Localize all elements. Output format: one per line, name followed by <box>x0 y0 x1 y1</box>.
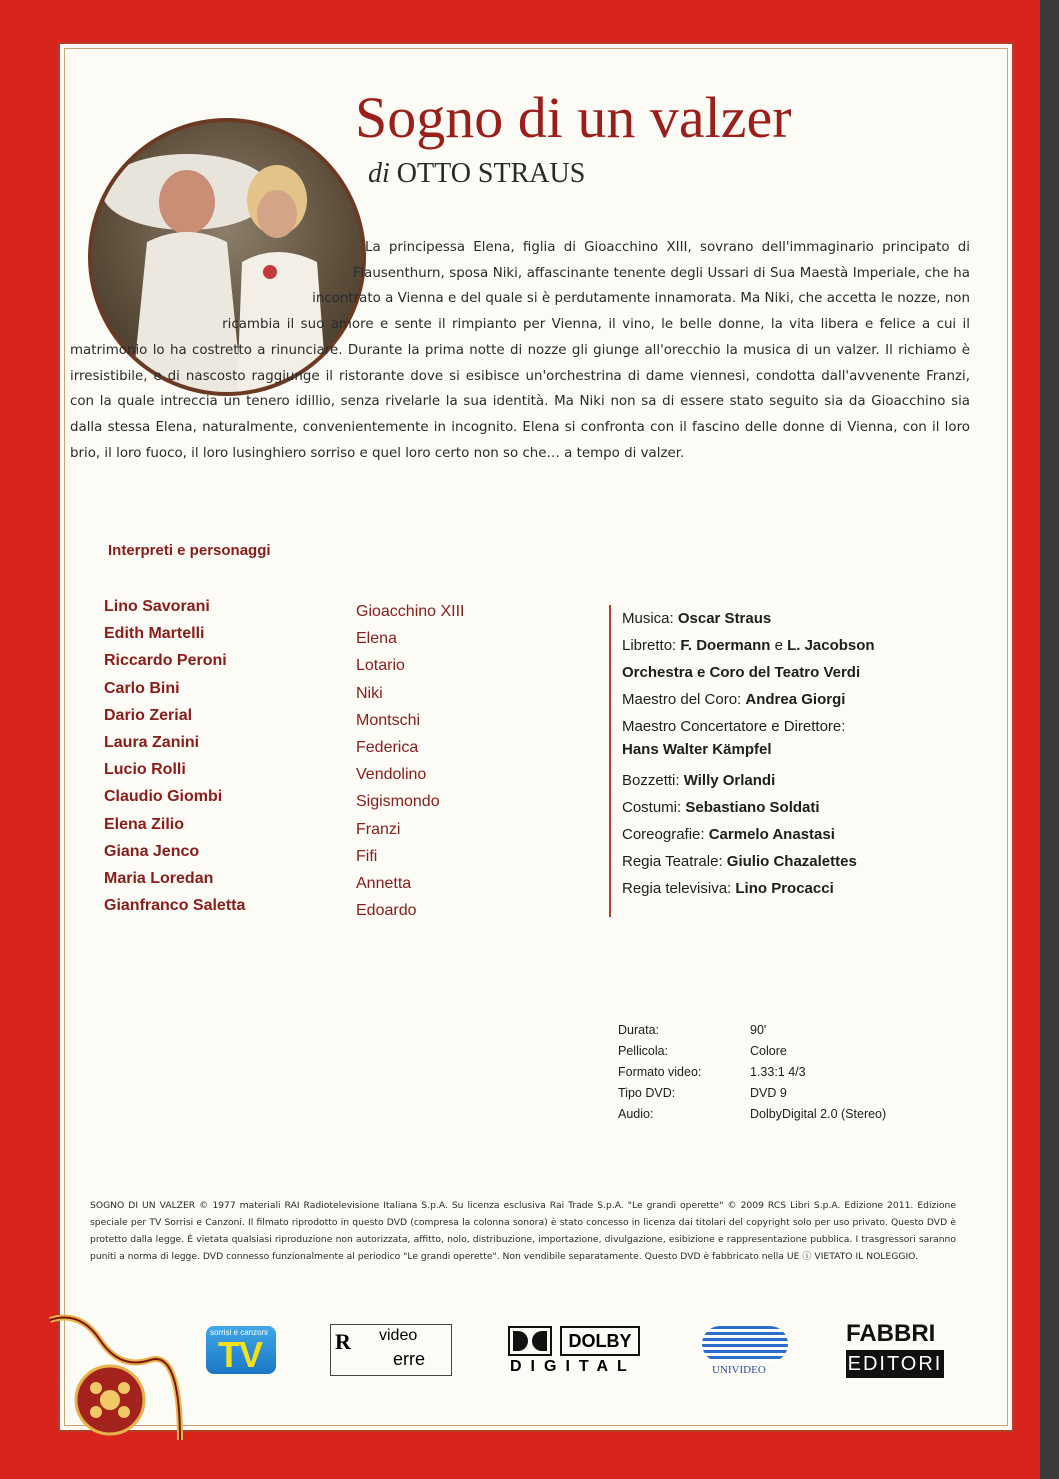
spec-label: Audio: <box>618 1107 654 1121</box>
spec-row <box>618 1020 886 1041</box>
credit-row <box>622 875 875 902</box>
role-name: Edoardo <box>356 902 417 920</box>
editori-text: EDITORI <box>846 1350 944 1378</box>
spec-label: Tipo DVD: <box>618 1086 676 1100</box>
role-name: Sigismondo <box>356 793 440 811</box>
videoerre-text-2: erre <box>393 1349 426 1369</box>
actor-name: Claudio Giombi <box>104 788 223 806</box>
credit-value: Sebastiano Soldati <box>685 799 820 816</box>
credit-value: F. Doermann <box>680 637 771 654</box>
actor-name: Giana Jenco <box>104 842 200 860</box>
spec-row <box>618 1104 886 1125</box>
fabbri-editori-logo <box>846 1320 946 1382</box>
credit-label: Libretto: <box>622 637 677 654</box>
credit-label: Bozzetti: <box>622 772 680 789</box>
dolby-digital-logo <box>504 1320 644 1382</box>
spec-label: Durata: <box>618 1023 659 1037</box>
credit-row <box>622 794 875 821</box>
credit-row <box>622 659 875 686</box>
credit-value: Giulio Chazalettes <box>726 853 857 870</box>
credit-joiner: e <box>774 637 783 654</box>
actor-name: Lucio Rolli <box>104 761 186 779</box>
credit-row <box>622 632 875 659</box>
credits-divider <box>609 605 611 917</box>
credit-label: Maestro del Coro: <box>622 691 742 708</box>
legal-notice: SOGNO DI UN VALZER © 1977 materiali RAI Radiotelevisione Italiana S.p.A. Su licenza esclusiva Rai Trade S.p.A. "Le grandi operette" © 2009 RCS Libri S.p.A. Edizione 2011. Edizione speciale per TV Sorrisi e Canzoni. Il filmato riprodotto in questo DVD (compresa la colonna sonora) è stato concesso in licenza dai titolari del copyright solo per uso privato. Questo DVD è protetto dalla legge. È vietata qualsiasi riproduzione non autorizzata, affitto, nolo, distribuzione, importazione, divulgazione, esibizione e rappresentazione pubblica. I trasgressori saranno puniti a norma di legge. DVD connesso funzionalmente al periodico "Le grandi operette". Non vendibile separatamente. Questo DVD è fabbricato nella UE ⓘ VIETATO IL NOLEGGIO. <box>90 1200 956 1262</box>
credit-value: L. Jacobson <box>787 637 875 654</box>
credit-row <box>622 686 875 713</box>
credit-value: Oscar Straus <box>677 610 772 627</box>
actor-name: Edith Martelli <box>104 625 205 643</box>
author-line <box>368 158 585 190</box>
credit-value: Lino Procacci <box>735 880 834 897</box>
role-name: Gioacchino XIII <box>356 603 465 620</box>
credit-value: Andrea Giorgi <box>745 691 846 708</box>
actor-name: Dario Zerial <box>104 706 193 724</box>
role-name: Fifi <box>356 847 378 865</box>
actor-name: Elena Zilio <box>104 815 185 833</box>
cast-heading: Interpreti e personaggi <box>108 542 271 559</box>
credit-row <box>622 605 875 632</box>
role-name: Federica <box>356 738 419 756</box>
actor-name: Maria Loredan <box>104 869 214 887</box>
author-prefix: di <box>368 158 390 189</box>
actor-name: Riccardo Peroni <box>104 652 227 670</box>
page-title: Sogno di un valzer <box>355 85 792 150</box>
tv-small-text: sorrisi e canzoni <box>210 1328 268 1337</box>
videoerre-text-1: video <box>379 1327 418 1344</box>
credit-label: Costumi: <box>622 799 682 816</box>
univideo-logo <box>698 1320 794 1382</box>
credit-value: Orchestra e Coro del Teatro Verdi <box>622 664 861 681</box>
spec-value: DolbyDigital 2.0 (Stereo) <box>750 1107 887 1121</box>
role-name: Montschi <box>356 711 421 729</box>
credit-row <box>622 713 875 767</box>
spec-value: DVD 9 <box>750 1086 787 1100</box>
synopsis-block <box>70 235 970 466</box>
digital-text: DIGITAL <box>510 1358 636 1375</box>
double-d-icon <box>508 1326 552 1356</box>
tech-specs <box>618 1020 886 1125</box>
role-name: Niki <box>356 684 383 702</box>
credit-row <box>622 821 875 848</box>
actor-list <box>104 593 245 919</box>
actor-name: Carlo Bini <box>104 679 180 697</box>
author-name: OTTO STRAUS <box>396 158 586 189</box>
credit-label: Coreografie: <box>622 826 705 843</box>
photo-wrap-spacer <box>70 235 365 385</box>
credit-label: Regia televisiva: <box>622 880 732 897</box>
univideo-text: UNIVIDEO <box>712 1364 766 1376</box>
floral-ornament <box>40 1300 190 1450</box>
credit-row <box>622 848 875 875</box>
univideo-waves-icon <box>702 1326 788 1362</box>
videoerre-mark: R <box>335 1329 351 1354</box>
dolby-text: DOLBY <box>560 1326 640 1356</box>
tv-sorrisi-logo <box>200 1320 280 1382</box>
case-edge <box>1040 0 1059 1479</box>
role-name: Franzi <box>356 820 401 838</box>
spec-value: Colore <box>750 1044 787 1058</box>
spec-row <box>618 1062 886 1083</box>
credit-value: Hans Walter Kämpfel <box>622 741 772 758</box>
credit-value: Carmelo Anastasi <box>708 826 835 843</box>
credit-row <box>622 767 875 794</box>
role-name: Vendolino <box>356 766 427 784</box>
spec-label: Pellicola: <box>618 1044 669 1058</box>
role-name: Annetta <box>356 874 412 892</box>
role-name: Lotario <box>356 657 405 675</box>
fabbri-text: FABBRI <box>846 1320 936 1347</box>
spec-row <box>618 1083 886 1104</box>
credits-list <box>622 605 875 902</box>
spec-value: 1.33:1 4/3 <box>750 1065 806 1079</box>
tv-big-text: TV <box>218 1334 263 1375</box>
credit-label: Maestro Concertatore e Direttore: <box>622 718 846 735</box>
credit-value: Willy Orlandi <box>683 772 776 789</box>
role-name: Elena <box>356 630 397 648</box>
spec-value: 90' <box>750 1023 767 1037</box>
role-list <box>356 598 465 924</box>
actor-name: Gianfranco Saletta <box>104 897 246 915</box>
credit-label: Regia Teatrale: <box>622 853 723 870</box>
actor-name: Lino Savorani <box>104 598 210 615</box>
credit-label: Musica: <box>622 610 674 627</box>
spec-label: Formato video: <box>618 1065 702 1079</box>
actor-name: Laura Zanini <box>104 733 200 751</box>
videoerre-logo <box>330 1324 452 1376</box>
synopsis-text: La principessa Elena, figlia di Gioacchino XIII, sovrano dell'immaginario principato di Flausenthurn, sposa Niki, affascinante tenente degli Ussari di Sua Maestà Imperiale, che ha incontrato a Vienna e del quale si è perdutamente innamorata. Ma Niki, che accetta le nozze, non ricambia il suo amore e sente il rimpianto per Vienna, il vino, le belle donne, la vita libera e felice a cui il matrimonio lo ha costretto a rinunciare. Durante la prima notte di nozze gli giunge all'orecchio la musica di un valzer. Il richiamo è irresistibile, e di nascosto raggiunge il ristorante dove si esibisce un'orchestrina di dame viennesi, condotta dall'avvenente Franzi, con la quale intreccia un tenero idillio, senza rivelarle la sua identità. Ma Niki non sa di essere stato seguito sia da Gioacchino sia dalla stessa Elena, naturalmente, convenientemente in incognito. Elena si confronta con il fascino delle donne di Vienna, con il loro brio, il loro fuoco, il loro lusinghiero sorriso e quel loro certo non so che… a tempo di valzer. <box>70 240 970 461</box>
spec-row <box>618 1041 886 1062</box>
